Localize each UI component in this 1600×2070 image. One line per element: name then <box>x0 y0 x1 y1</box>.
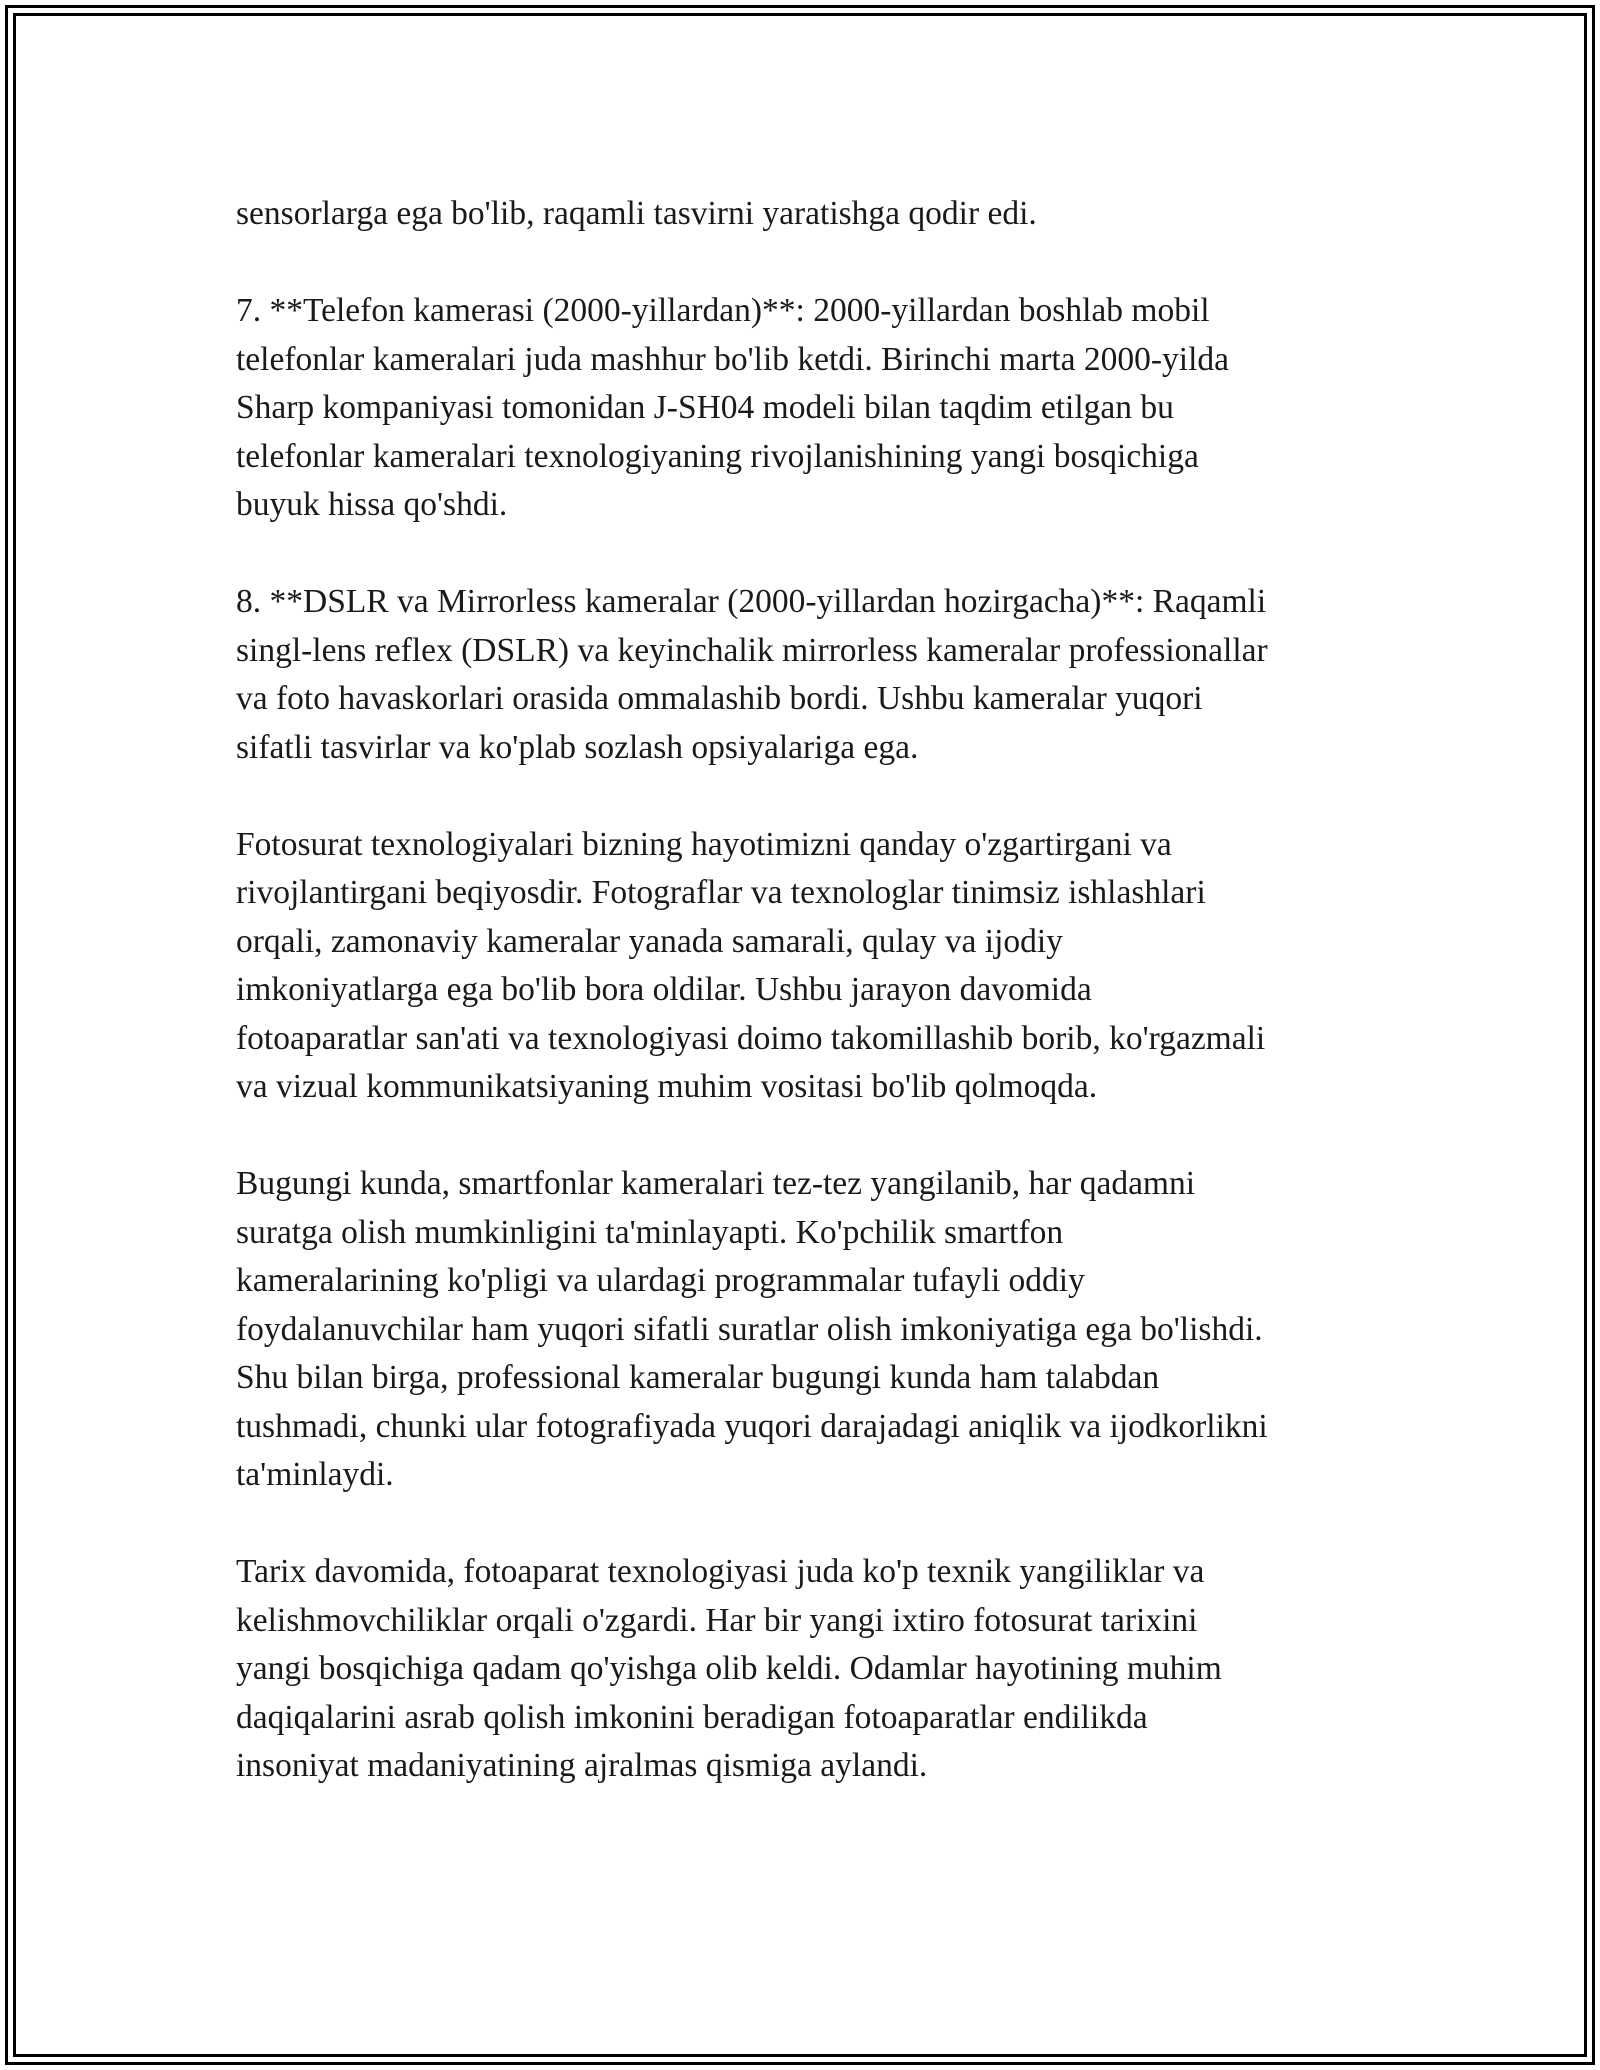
paragraph-photo-technology-impact: Fotosurat texnologiyalari bizning hayotimizni qanday o'zgartirgani va rivojlantirgani beqiyosdir. Fotograflar va texnologlar tinimsiz ishlashlari orqali, zamonaviy kameralar yanada samarali, qulay va ijodiy imkoniyatlarga ega bo'lib bora oldilar. Ushbu jarayon davomida fotoaparatlar san'ati va texnologiyasi doimo takomillashib borib, ko'rgazmali va vizual kommunikatsiyaning muhim vositasi bo'lib qolmoqda. <box>236 825 1266 1105</box>
document-body <box>236 190 1376 1839</box>
paragraph-phone-camera: 7. **Telefon kamerasi (2000-yillardan)**: 2000-yillardan boshlab mobil telefonlar kameralari juda mashhur bo'lib ketdi. Birinchi marta 2000-yilda Sharp kompaniyasi tomonidan J-SH04 modeli bilan taqdim etilgan bu telefonlar kameralari texnologiyaning rivojlanishining yangi bosqichiga buyuk hissa qo'shdi. <box>236 292 1230 523</box>
paragraph-sensor-continuation: sensorlarga ega bo'lib, raqamli tasvirni yaratishga qodir edi. <box>236 195 1037 232</box>
paragraph-history-conclusion: Tarix davomida, fotoaparat texnologiyasi juda ko'p texnik yangiliklar va kelishmovchiliklar orqali o'zgardi. Har bir yangi ixtiro fotosurat tarixini yangi bosqichiga qadam qo'yishga olib keldi. Odamlar hayotining muhim daqiqalarini asrab qolish imkonini beradigan fotoaparatlar endilikda insoniyat madaniyatining ajralmas qismiga aylandi. <box>236 1553 1222 1784</box>
paragraph-smartphones-today: Bugungi kunda, smartfonlar kameralari tez-tez yangilanib, har qadamni suratga olish mumkinligini ta'minlayapti. Ko'pchilik smartfon kameralarining ko'pligi va ulardagi programmalar tufayli oddiy foydalanuvchilar ham yuqori sifatli suratlar olish imkoniyatiga ega bo'lishdi. Shu bilan birga, professional kameralar bugungi kunda ham talabdan tushmadi, chunki ular fotografiyada yuqori darajadagi aniqlik va ijodkorlikni ta'minlaydi. <box>236 1165 1268 1493</box>
paragraph-dslr-mirrorless: 8. **DSLR va Mirrorless kameralar (2000-yillardan hozirgacha)**: Raqamli singl-lens reflex (DSLR) va keyinchalik mirrorless kameralar professionallar va foto havaskorlari orasida ommalashib bordi. Ushbu kameralar yuqori sifatli tasvirlar va ko'plab sozlash opsiyalariga ega. <box>236 583 1268 766</box>
